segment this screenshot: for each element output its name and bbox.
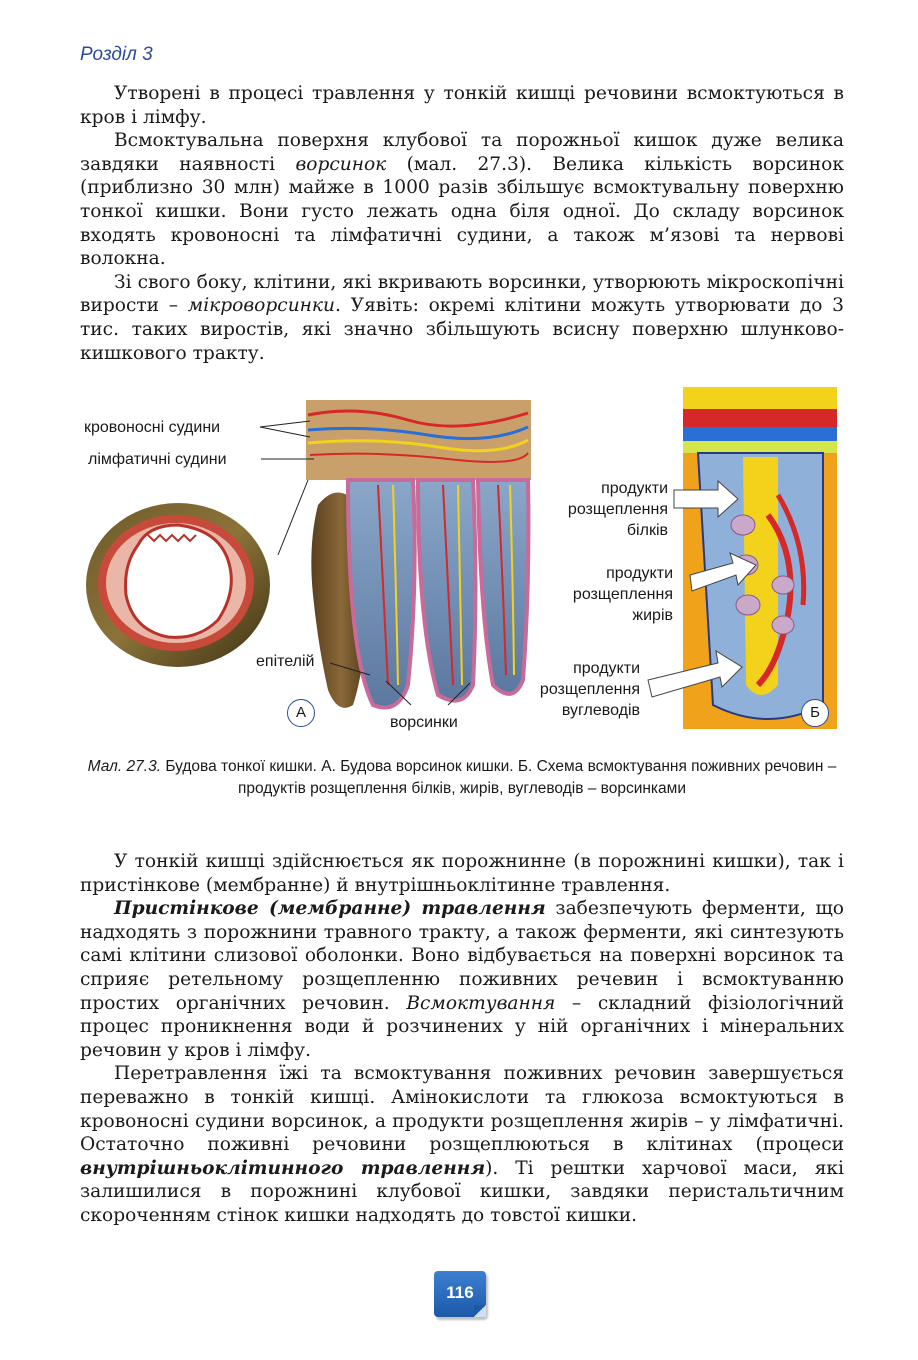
- page-corner-fold: [474, 1305, 486, 1317]
- text-span: ворсинок: [295, 153, 387, 175]
- section-header: Розділ 3: [80, 44, 153, 65]
- figure-caption: [80, 756, 844, 799]
- absorption-diagram: [648, 387, 837, 729]
- top-text: [80, 82, 844, 365]
- text-span: ). Ті рештки харчової маси, які залишилися в порожнині клубової кишки, завдяки перистальтичним скороченням стінок кишки надходять до товстої кишки.: [80, 1157, 844, 1226]
- text-span: У тонкій кишці здійснюється як порожнинне (в порожнині кишки), так і пристінкове (мембранне) й внутрішньоклітинне травлення.: [80, 851, 844, 896]
- bottom-text: [80, 850, 844, 1228]
- figure-27-3: [78, 385, 848, 745]
- label-protein-products: продукти розщеплення білків: [567, 480, 668, 539]
- text-span: мікроворсинки: [187, 295, 335, 317]
- text-span: Утворені в процесі травлення у тонкій кишці речовини всмоктуються в кров і лімфу.: [80, 83, 844, 128]
- top-paragraph: [80, 129, 844, 271]
- label-villi: ворсинки: [390, 714, 458, 731]
- top-paragraph: [80, 271, 844, 365]
- text-span: Всмоктування: [406, 992, 556, 1014]
- label-epithelium: епітелій: [256, 653, 315, 670]
- label-blood-vessels: кровоносні судини: [84, 419, 221, 436]
- text-span: внутрішньоклітинного травлення: [80, 1157, 486, 1179]
- text-span: забезпечують ферменти, що надходять з порожнини травного тракту, а також ферменти, які синтезують самі клітини слизової оболонки. Воно відбувається на поверхні ворсинок та сприяє ретельному розщепленню поживних речевин і всмоктуванню простих органічних речовин.: [80, 898, 845, 1014]
- text-span: Всмоктувальна поверхня клубової та порожньої кишок дуже велика завдяки наявності: [80, 130, 844, 175]
- bottom-paragraph: [80, 897, 844, 1062]
- text-span: . Уявіть: окремі клітини можуть утворювати до 3 тис. таких виростів, які значно збільшують всисну поверхню шлунково-кишкового тракту.: [80, 295, 844, 364]
- page-number: 116: [434, 1271, 486, 1317]
- text-span: (мал. 27.3). Велика кількість ворсинок (приблизно 30 млн) майже в 1000 разів збільшує всмоктувальну поверхню тонкої кишки. Вони густо лежать одна біля одної. До складу ворсинок входять кровоносні та лімфатичні судини, а також м’язові та нервові волокна.: [80, 153, 844, 270]
- figure-illustration: [78, 385, 848, 745]
- text-span: Пристінкове (мембранне) травлення: [114, 898, 546, 920]
- label-lymph-vessels: лімфатичні судини: [88, 451, 227, 468]
- top-paragraph: [80, 82, 844, 129]
- panel-b-badge: Б: [801, 699, 829, 727]
- text-span: Зі свого боку, клітини, які вкривають ворсинки, утворюють мікроскопічні вирости –: [80, 271, 844, 317]
- bottom-paragraph: [80, 850, 844, 897]
- text-span: – складний фізіологічний процес проникнення води й розчинених у ній органічних і мінеральних речовин у кров і лімфу.: [80, 992, 844, 1061]
- caption-prefix: Мал. 27.3.: [87, 758, 162, 775]
- intestine-cross-section: [86, 503, 270, 667]
- label-carb-products: продукти розщеплення вуглеводів: [539, 660, 640, 719]
- panel-a-badge: А: [287, 699, 315, 727]
- bottom-paragraph: [80, 1062, 844, 1227]
- text-span: Перетравлення їжі та всмоктування поживних речовин завершується переважно в тонкій кишці. Амінокислоти та глюкоза всмоктуються в кровоносні судини ворсинок, а продукти розщеплення жирів – у лімфатичні. Остаточно поживні речовини розщеплюються в клітинах (процеси: [80, 1063, 844, 1156]
- label-fat-products: продукти розщеплення жирів: [572, 565, 673, 624]
- caption-text: Будова тонкої кишки. А. Будова ворсинок кишки. Б. Схема всмоктування поживних речовин – продуктів розщеплення білків, жирів, вуглеводів – ворсинками: [161, 758, 837, 797]
